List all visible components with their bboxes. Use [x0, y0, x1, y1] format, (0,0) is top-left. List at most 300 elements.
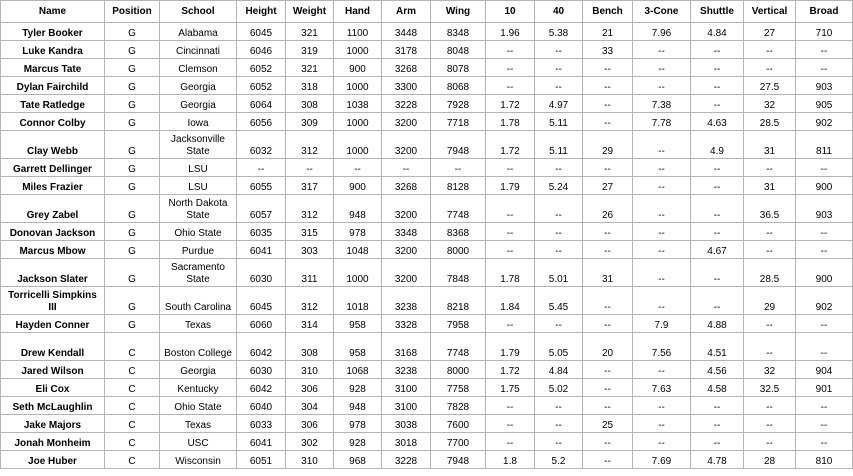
table-cell: --: [691, 177, 744, 195]
table-cell: Georgia: [160, 361, 237, 379]
table-cell: --: [633, 131, 691, 159]
table-cell: 4.97: [535, 95, 583, 113]
table-cell: 303: [286, 241, 334, 259]
table-cell: 5.01: [535, 259, 583, 287]
table-cell: --: [691, 397, 744, 415]
table-cell: 6042: [237, 379, 286, 397]
table-cell: 1.78: [486, 259, 535, 287]
table-row: [1, 59, 853, 77]
table-cell: 3200: [382, 259, 431, 287]
table-cell: 29: [583, 131, 633, 159]
table-cell: 6042: [237, 333, 286, 361]
table-cell: 902: [796, 287, 853, 315]
table-cell: 902: [796, 113, 853, 131]
table-cell: --: [633, 41, 691, 59]
table-cell: 25: [583, 415, 633, 433]
table-cell: 6052: [237, 59, 286, 77]
player-name-cell: Torricelli Simpkins III: [1, 287, 105, 315]
table-cell: 6045: [237, 23, 286, 41]
table-cell: 1000: [334, 41, 382, 59]
table-cell: 32.5: [744, 379, 796, 397]
table-cell: --: [744, 333, 796, 361]
table-body: [1, 23, 853, 469]
table-cell: --: [744, 397, 796, 415]
column-header: Weight: [286, 1, 334, 23]
table-cell: 1.8: [486, 451, 535, 469]
table-cell: --: [691, 415, 744, 433]
table-cell: --: [486, 195, 535, 223]
table-cell: --: [583, 397, 633, 415]
table-cell: 311: [286, 259, 334, 287]
table-cell: 4.67: [691, 241, 744, 259]
table-cell: G: [105, 95, 160, 113]
table-cell: --: [744, 315, 796, 333]
table-cell: G: [105, 195, 160, 223]
table-cell: 27.5: [744, 77, 796, 95]
table-cell: --: [691, 59, 744, 77]
table-cell: South Carolina: [160, 287, 237, 315]
table-cell: 6033: [237, 415, 286, 433]
table-cell: --: [796, 433, 853, 451]
table-cell: --: [744, 415, 796, 433]
table-cell: --: [535, 195, 583, 223]
table-cell: Ohio State: [160, 223, 237, 241]
table-cell: --: [583, 241, 633, 259]
player-name-cell: Miles Frazier: [1, 177, 105, 195]
player-name-cell: Dylan Fairchild: [1, 77, 105, 95]
table-cell: 1000: [334, 131, 382, 159]
table-cell: 8048: [431, 41, 486, 59]
table-cell: Texas: [160, 315, 237, 333]
table-cell: 312: [286, 287, 334, 315]
player-name-cell: Joe Huber: [1, 451, 105, 469]
table-row: [1, 259, 853, 287]
column-header: Vertical: [744, 1, 796, 23]
table-cell: --: [691, 41, 744, 59]
table-cell: --: [486, 159, 535, 177]
table-row: [1, 95, 853, 113]
table-cell: 1000: [334, 113, 382, 131]
table-cell: 3038: [382, 415, 431, 433]
table-cell: 6041: [237, 433, 286, 451]
table-cell: Kentucky: [160, 379, 237, 397]
column-header: Height: [237, 1, 286, 23]
table-cell: 1000: [334, 77, 382, 95]
table-cell: --: [535, 77, 583, 95]
table-cell: 6041: [237, 241, 286, 259]
table-cell: 4.9: [691, 131, 744, 159]
table-cell: 8000: [431, 361, 486, 379]
player-name-cell: Garrett Dellinger: [1, 159, 105, 177]
table-cell: 36.5: [744, 195, 796, 223]
table-cell: --: [633, 397, 691, 415]
player-name-cell: Grey Zabel: [1, 195, 105, 223]
table-cell: --: [583, 379, 633, 397]
table-cell: 1.96: [486, 23, 535, 41]
table-cell: 308: [286, 95, 334, 113]
table-cell: 7848: [431, 259, 486, 287]
table-cell: Ohio State: [160, 397, 237, 415]
table-cell: 31: [583, 259, 633, 287]
table-cell: 306: [286, 415, 334, 433]
table-cell: 302: [286, 433, 334, 451]
player-name-cell: Jake Majors: [1, 415, 105, 433]
table-cell: 310: [286, 361, 334, 379]
player-name-cell: Connor Colby: [1, 113, 105, 131]
table-cell: 4.78: [691, 451, 744, 469]
table-cell: --: [691, 433, 744, 451]
table-cell: --: [583, 361, 633, 379]
player-name-cell: Eli Cox: [1, 379, 105, 397]
table-cell: 6046: [237, 41, 286, 59]
table-cell: C: [105, 397, 160, 415]
player-name-cell: Donovan Jackson: [1, 223, 105, 241]
table-cell: --: [633, 415, 691, 433]
table-cell: G: [105, 131, 160, 159]
table-cell: G: [105, 159, 160, 177]
table-cell: 1048: [334, 241, 382, 259]
table-cell: 3200: [382, 195, 431, 223]
table-row: [1, 23, 853, 41]
table-cell: --: [486, 415, 535, 433]
table-cell: 7928: [431, 95, 486, 113]
table-cell: 6040: [237, 397, 286, 415]
table-cell: Iowa: [160, 113, 237, 131]
table-cell: 312: [286, 131, 334, 159]
table-cell: 29: [744, 287, 796, 315]
table-row: [1, 361, 853, 379]
table-cell: --: [583, 59, 633, 77]
table-cell: 978: [334, 415, 382, 433]
table-cell: G: [105, 113, 160, 131]
table-cell: --: [486, 59, 535, 77]
table-cell: Sacramento State: [160, 259, 237, 287]
player-name-cell: Jackson Slater: [1, 259, 105, 287]
table-cell: Georgia: [160, 77, 237, 95]
table-header-row: [1, 1, 853, 23]
player-name-cell: Seth McLaughlin: [1, 397, 105, 415]
table-cell: 3168: [382, 333, 431, 361]
player-name-cell: Marcus Mbow: [1, 241, 105, 259]
column-header: Hand: [334, 1, 382, 23]
table-cell: 6055: [237, 177, 286, 195]
table-cell: 8078: [431, 59, 486, 77]
table-cell: --: [744, 59, 796, 77]
table-cell: 1.75: [486, 379, 535, 397]
column-header: Bench: [583, 1, 633, 23]
table-cell: 7718: [431, 113, 486, 131]
table-row: [1, 415, 853, 433]
table-cell: 3018: [382, 433, 431, 451]
table-cell: 8068: [431, 77, 486, 95]
table-row: [1, 77, 853, 95]
table-cell: --: [744, 41, 796, 59]
player-name-cell: Tyler Booker: [1, 23, 105, 41]
table-cell: 3268: [382, 59, 431, 77]
table-cell: 7.63: [633, 379, 691, 397]
table-cell: --: [796, 397, 853, 415]
table-cell: --: [633, 159, 691, 177]
table-cell: 8128: [431, 177, 486, 195]
table-cell: 5.11: [535, 131, 583, 159]
table-cell: C: [105, 361, 160, 379]
table-cell: 5.24: [535, 177, 583, 195]
table-cell: 7948: [431, 131, 486, 159]
table-cell: --: [583, 315, 633, 333]
table-row: [1, 315, 853, 333]
table-cell: --: [486, 433, 535, 451]
table-cell: 1068: [334, 361, 382, 379]
table-cell: 948: [334, 397, 382, 415]
column-header: Position: [105, 1, 160, 23]
column-header: Wing: [431, 1, 486, 23]
table-cell: 3200: [382, 241, 431, 259]
table-cell: 315: [286, 223, 334, 241]
table-cell: North Dakota State: [160, 195, 237, 223]
column-header: 10: [486, 1, 535, 23]
table-cell: 319: [286, 41, 334, 59]
table-cell: 6051: [237, 451, 286, 469]
table-row: [1, 333, 853, 361]
table-cell: 810: [796, 451, 853, 469]
table-cell: 31: [744, 177, 796, 195]
table-cell: --: [583, 159, 633, 177]
table-cell: 1.84: [486, 287, 535, 315]
table-cell: 900: [796, 177, 853, 195]
table-cell: --: [334, 159, 382, 177]
table-cell: 31: [744, 131, 796, 159]
table-cell: --: [796, 241, 853, 259]
table-cell: 4.56: [691, 361, 744, 379]
table-cell: 6030: [237, 361, 286, 379]
table-cell: LSU: [160, 177, 237, 195]
table-cell: --: [744, 223, 796, 241]
table-cell: 7.69: [633, 451, 691, 469]
table-cell: --: [796, 59, 853, 77]
table-cell: 4.88: [691, 315, 744, 333]
player-name-cell: Marcus Tate: [1, 59, 105, 77]
table-cell: --: [633, 361, 691, 379]
table-cell: 8368: [431, 223, 486, 241]
column-header: Broad: [796, 1, 853, 23]
table-cell: --: [535, 397, 583, 415]
table-cell: 4.63: [691, 113, 744, 131]
table-cell: 5.02: [535, 379, 583, 397]
table-cell: 306: [286, 379, 334, 397]
player-name-cell: Hayden Conner: [1, 315, 105, 333]
table-cell: --: [382, 159, 431, 177]
table-cell: 5.2: [535, 451, 583, 469]
table-cell: 7758: [431, 379, 486, 397]
table-cell: 8000: [431, 241, 486, 259]
table-cell: 304: [286, 397, 334, 415]
table-cell: --: [535, 59, 583, 77]
table-cell: 958: [334, 333, 382, 361]
table-cell: --: [486, 41, 535, 59]
column-header: 3-Cone: [633, 1, 691, 23]
table-cell: 7.9: [633, 315, 691, 333]
table-cell: --: [633, 241, 691, 259]
table-cell: 7748: [431, 195, 486, 223]
table-cell: 20: [583, 333, 633, 361]
table-cell: --: [744, 159, 796, 177]
table-cell: 928: [334, 433, 382, 451]
table-cell: Cincinnati: [160, 41, 237, 59]
table-cell: 900: [796, 259, 853, 287]
table-cell: 310: [286, 451, 334, 469]
table-cell: C: [105, 333, 160, 361]
table-row: [1, 223, 853, 241]
table-cell: G: [105, 223, 160, 241]
table-cell: --: [633, 77, 691, 95]
table-cell: 28: [744, 451, 796, 469]
table-row: [1, 433, 853, 451]
player-name-cell: Jared Wilson: [1, 361, 105, 379]
table-cell: 6064: [237, 95, 286, 113]
table-cell: 4.58: [691, 379, 744, 397]
table-cell: 3228: [382, 95, 431, 113]
table-cell: --: [583, 77, 633, 95]
table-cell: 3448: [382, 23, 431, 41]
table-cell: 6032: [237, 131, 286, 159]
table-cell: 1.72: [486, 95, 535, 113]
table-cell: 28.5: [744, 259, 796, 287]
table-cell: G: [105, 77, 160, 95]
table-cell: 7828: [431, 397, 486, 415]
table-cell: --: [486, 241, 535, 259]
player-name-cell: Drew Kendall: [1, 333, 105, 361]
table-cell: --: [691, 159, 744, 177]
table-cell: G: [105, 177, 160, 195]
table-cell: 3100: [382, 379, 431, 397]
table-cell: --: [583, 287, 633, 315]
table-cell: 3100: [382, 397, 431, 415]
table-cell: --: [535, 159, 583, 177]
player-name-cell: Clay Webb: [1, 131, 105, 159]
table-cell: 1100: [334, 23, 382, 41]
table-cell: Purdue: [160, 241, 237, 259]
table-cell: 314: [286, 315, 334, 333]
table-cell: 317: [286, 177, 334, 195]
table-cell: 21: [583, 23, 633, 41]
table-cell: --: [535, 223, 583, 241]
table-cell: 1000: [334, 259, 382, 287]
table-cell: 905: [796, 95, 853, 113]
table-cell: 901: [796, 379, 853, 397]
table-cell: 900: [334, 177, 382, 195]
table-cell: C: [105, 433, 160, 451]
table-cell: G: [105, 259, 160, 287]
table-cell: Wisconsin: [160, 451, 237, 469]
table-cell: C: [105, 451, 160, 469]
table-cell: G: [105, 287, 160, 315]
table-cell: 1.78: [486, 113, 535, 131]
table-cell: 1018: [334, 287, 382, 315]
table-row: [1, 131, 853, 159]
table-cell: 32: [744, 95, 796, 113]
table-cell: 7.78: [633, 113, 691, 131]
table-cell: --: [691, 195, 744, 223]
table-cell: 3300: [382, 77, 431, 95]
table-cell: 968: [334, 451, 382, 469]
table-row: [1, 287, 853, 315]
table-cell: 5.45: [535, 287, 583, 315]
table-cell: G: [105, 23, 160, 41]
table-cell: 7.96: [633, 23, 691, 41]
table-cell: 321: [286, 23, 334, 41]
table-cell: 5.11: [535, 113, 583, 131]
player-name-cell: Luke Kandra: [1, 41, 105, 59]
table-cell: 903: [796, 77, 853, 95]
table-cell: 308: [286, 333, 334, 361]
table-cell: --: [796, 415, 853, 433]
table-cell: --: [286, 159, 334, 177]
table-cell: G: [105, 59, 160, 77]
table-cell: --: [633, 433, 691, 451]
table-cell: 900: [334, 59, 382, 77]
table-cell: 309: [286, 113, 334, 131]
table-cell: --: [535, 433, 583, 451]
table-cell: --: [486, 77, 535, 95]
table-row: [1, 379, 853, 397]
table-cell: --: [633, 59, 691, 77]
table-cell: 3348: [382, 223, 431, 241]
table-cell: Jacksonville State: [160, 131, 237, 159]
table-cell: G: [105, 41, 160, 59]
table-cell: 4.84: [535, 361, 583, 379]
table-cell: 8348: [431, 23, 486, 41]
table-cell: --: [691, 287, 744, 315]
table-row: [1, 41, 853, 59]
table-cell: 7948: [431, 451, 486, 469]
table-cell: 948: [334, 195, 382, 223]
table-cell: 33: [583, 41, 633, 59]
table-cell: --: [633, 195, 691, 223]
table-row: [1, 113, 853, 131]
column-header: School: [160, 1, 237, 23]
table-row: [1, 177, 853, 195]
column-header: Name: [1, 1, 105, 23]
table-cell: 978: [334, 223, 382, 241]
table-cell: 1.79: [486, 177, 535, 195]
column-header: Arm: [382, 1, 431, 23]
table-row: [1, 397, 853, 415]
table-cell: 6052: [237, 77, 286, 95]
table-cell: --: [796, 41, 853, 59]
table-cell: 3328: [382, 315, 431, 333]
table-cell: --: [691, 95, 744, 113]
table-cell: 958: [334, 315, 382, 333]
table-cell: C: [105, 415, 160, 433]
table-cell: 1.79: [486, 333, 535, 361]
table-cell: --: [583, 433, 633, 451]
table-cell: G: [105, 315, 160, 333]
table-cell: --: [796, 223, 853, 241]
table-cell: --: [583, 223, 633, 241]
column-header: 40: [535, 1, 583, 23]
table-cell: G: [105, 241, 160, 259]
table-cell: --: [744, 241, 796, 259]
table-cell: 6045: [237, 287, 286, 315]
table-cell: 6060: [237, 315, 286, 333]
table-cell: 27: [744, 23, 796, 41]
table-cell: 28.5: [744, 113, 796, 131]
table-cell: --: [796, 315, 853, 333]
column-header: Shuttle: [691, 1, 744, 23]
table-cell: 5.05: [535, 333, 583, 361]
table-cell: --: [486, 223, 535, 241]
table-cell: 1.72: [486, 131, 535, 159]
